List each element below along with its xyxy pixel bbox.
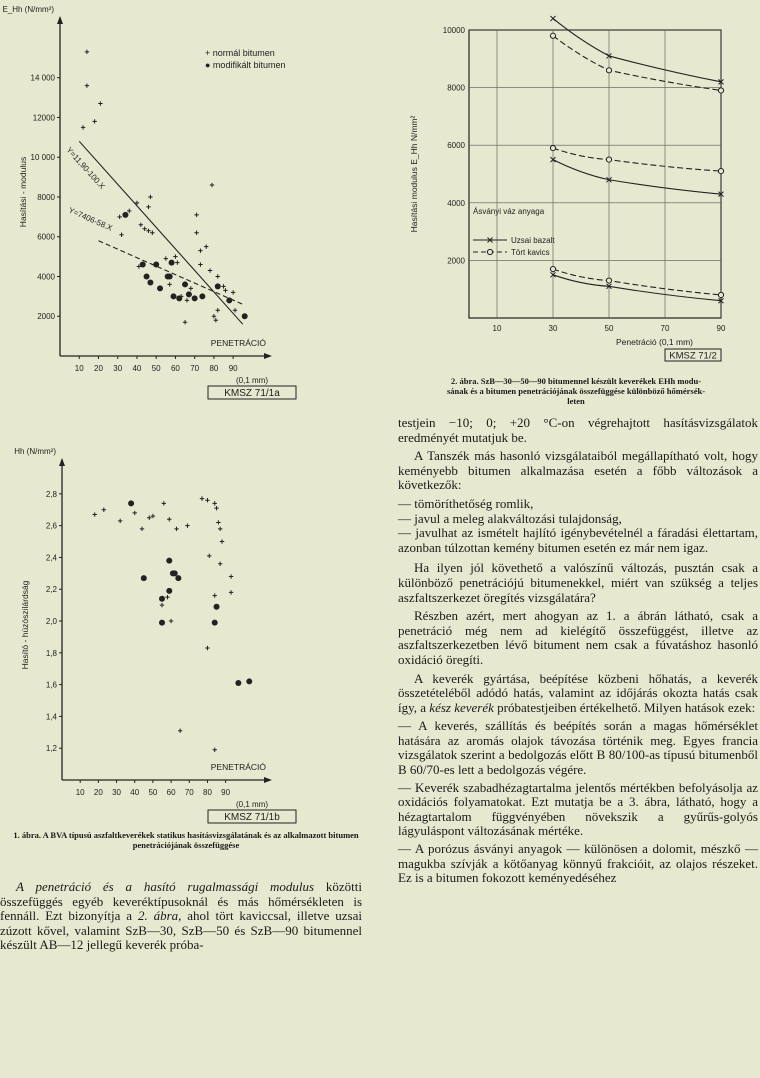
y-tick-label: 10 000 <box>30 153 55 163</box>
y-tick-label: 1,2 <box>45 744 57 754</box>
data-point-normal <box>210 183 214 187</box>
right-paragraph-5 <box>398 672 758 716</box>
data-point-normal <box>165 595 169 599</box>
data-point-normal <box>119 233 123 237</box>
left-p1-figref: 2. ábra, <box>137 908 182 924</box>
series-line <box>553 275 721 301</box>
bullet-list-1 <box>398 497 758 555</box>
series-line <box>553 18 721 81</box>
x-tick-label: 50 <box>604 324 614 333</box>
right-p5-emphasis: kész keverék <box>429 699 494 715</box>
x-tick-label: 40 <box>130 788 140 797</box>
y-tick-label: 6000 <box>37 232 55 242</box>
figure-2-caption-line2: sának és a bitumen penetrációjának összefüggése különböző hőmérsék- <box>446 386 706 396</box>
data-point-normal <box>200 496 204 500</box>
bullet-list-2 <box>398 719 758 886</box>
x-axis-arrow <box>264 353 272 359</box>
y-tick-label: 1,8 <box>45 648 57 658</box>
figure-1a <box>0 0 300 410</box>
series-marker <box>718 292 723 297</box>
x-tick-label: 50 <box>151 364 161 373</box>
bullet-item: — Keverék szabadhézagtartalma jelentős mértékben befolyásolja az oxidációs folyamatokat. Ezt mutatja be a 3. ábra, látható, hogy a hézagtartalom függvényében növekszik a gyűrűs-golyós lágyuláspont változásának mértéke. <box>398 779 758 839</box>
y-axis-label: Hasító - húzószilárdság <box>20 580 30 670</box>
data-point-normal <box>146 205 150 209</box>
figure-2-caption <box>392 376 760 406</box>
data-point-modified <box>140 262 146 268</box>
y-axis-arrow <box>59 458 65 466</box>
series-marker <box>550 266 555 271</box>
data-point-modified <box>167 273 173 279</box>
x-tick-label: 90 <box>228 364 238 373</box>
data-point-normal <box>229 574 233 578</box>
data-point-normal <box>146 229 150 233</box>
data-point-normal <box>173 254 177 258</box>
y-tick-label: 1,4 <box>45 712 57 722</box>
y-tick-label: 2,4 <box>45 553 57 563</box>
right-paragraph-2: A Tanszék más hasonló vizsgálataiból megállapítható volt, hogy keményebb bitumen alkalmazása esetén a főbb változások a következők: <box>398 448 758 493</box>
series-line <box>553 148 721 171</box>
data-point-normal <box>218 562 222 566</box>
data-point-normal <box>216 308 220 312</box>
series-marker <box>606 278 611 283</box>
x-tick-label: 90 <box>221 788 231 797</box>
right-p5-text2: próbatestjeiben értékelhető. Milyen hatások ezek: <box>493 699 756 715</box>
data-point-normal <box>167 517 171 521</box>
data-point-normal <box>185 523 189 527</box>
data-point-normal <box>198 248 202 252</box>
left-p1-text2: ahol tört kaviccsal, illetve uzsai zúzott kővel, valamint SzB—30, SzB—50 és SzB—90 bitumennel készült AB—12 jellegű keverék próba- <box>0 908 362 953</box>
data-point-modified <box>157 285 163 291</box>
figure-2 <box>395 0 760 375</box>
data-point-modified <box>144 273 150 279</box>
y-unit-label: E_Hh (N/mm²) <box>2 5 54 14</box>
data-point-normal <box>167 282 171 286</box>
regression-label: Y=7406-58.X <box>67 205 114 233</box>
data-point-normal <box>162 501 166 505</box>
data-point-modified <box>166 588 172 594</box>
data-point-normal <box>148 195 152 199</box>
data-point-normal <box>98 101 102 105</box>
x-tick-label: 20 <box>94 364 103 373</box>
y-unit-label: Hh (N/mm²) <box>14 447 56 456</box>
y-tick-label: 2,0 <box>45 617 57 627</box>
left-p1-emphasis: A penetráció és a hasító rugalmassági modulus <box>16 879 315 894</box>
stamp-label: KMSZ 71/2 <box>669 350 717 362</box>
data-point-modified <box>166 558 172 564</box>
figure-2-caption-line3: leten <box>567 396 585 406</box>
x-tick-label: 70 <box>184 788 194 797</box>
right-paragraph-1: testjein −10; 0; +20 °C-on végrehajtott hasításvizsgálatok eredményét mutatjuk be. <box>398 415 758 445</box>
x-tick-label: 80 <box>203 788 212 797</box>
x-tick-label: 10 <box>75 788 85 797</box>
figure-1b <box>0 430 300 830</box>
data-point-modified <box>172 570 178 576</box>
data-point-normal <box>214 506 218 510</box>
data-point-normal <box>220 539 224 543</box>
figure-2-chart <box>395 0 760 375</box>
data-point-modified <box>246 678 252 684</box>
x-tick-label: 60 <box>170 364 180 373</box>
y-tick-label: 2,2 <box>45 585 57 595</box>
data-point-modified <box>215 283 221 289</box>
data-point-normal <box>139 223 143 227</box>
data-point-normal <box>208 268 212 272</box>
data-point-normal <box>133 511 137 515</box>
x-axis-arrow <box>264 777 272 783</box>
data-point-normal <box>198 262 202 266</box>
data-point-normal <box>93 512 97 516</box>
data-point-normal <box>216 520 220 524</box>
legend-marker-o <box>487 249 492 254</box>
data-point-normal <box>213 593 217 597</box>
y-axis-arrow <box>57 16 63 24</box>
data-point-normal <box>216 274 220 278</box>
figure-1-caption: 1. ábra. A BVA típusú aszfaltkeverékek statikus hasításvizsgálatának és az alkalmazott bitumen penetrációjának összefüggése <box>13 830 359 850</box>
data-point-modified <box>192 295 198 301</box>
series-marker <box>551 16 556 21</box>
x-tick-label: 40 <box>132 364 142 373</box>
data-point-normal <box>218 527 222 531</box>
data-point-normal <box>194 213 198 217</box>
data-point-normal <box>164 256 168 260</box>
y-tick-label: 2000 <box>447 256 465 266</box>
data-point-modified <box>159 596 165 602</box>
data-point-normal <box>204 244 208 248</box>
data-point-normal <box>174 527 178 531</box>
x-tick-label: 30 <box>548 324 558 333</box>
data-point-normal <box>150 231 154 235</box>
bullet-item: — tömöríthetőség romlik, <box>398 495 534 511</box>
figure-1a-chart <box>0 0 300 410</box>
data-point-modified <box>242 313 248 319</box>
data-point-normal <box>102 508 106 512</box>
y-tick-label: 10000 <box>442 26 465 35</box>
bullet-item: — javulhat az ismételt hajlító igénybevételnél a fáradási élettartam, azonban túlzottan kemény bitumen esetén ez már nem igaz. <box>398 525 758 555</box>
y-tick-label: 6000 <box>447 141 465 151</box>
data-point-normal <box>142 227 146 231</box>
bullet-item: — A keverés, szállítás és beépítés során a magas hőmérséklet hatására az aromás olajok távozása történik meg. Egyes francia vizsgálatok szerint a bedolgozás előtt B 80/100-as típusú bitumenből B 60/70-es lett a bedolgozás végére. <box>398 718 758 778</box>
series-marker <box>718 88 723 93</box>
x-tick-label: 90 <box>716 324 726 333</box>
series-marker <box>718 169 723 174</box>
y-tick-label: 4000 <box>37 272 55 282</box>
data-point-modified <box>226 297 232 303</box>
figure-1b-chart <box>0 430 300 830</box>
data-point-normal <box>185 298 189 302</box>
data-point-normal <box>160 603 164 607</box>
y-axis-label: Hasítási modulus E_Hh N/mm² <box>409 115 419 233</box>
x-tick-label: 10 <box>492 324 502 333</box>
y-tick-label: 12000 <box>32 113 55 123</box>
data-point-modified <box>128 500 134 506</box>
x-tick-label: 20 <box>93 788 103 797</box>
x-unit-label: (0,1 mm) <box>236 376 268 385</box>
series-marker <box>606 68 611 73</box>
data-point-normal <box>175 260 179 264</box>
data-point-modified <box>199 293 205 299</box>
data-point-normal <box>140 527 144 531</box>
legend-label-basalt: Uzsai bazalt <box>511 236 555 245</box>
right-p5-text: A keverék gyártása, beépítése közbeni hőhatás, a keverék összetételéből adódó hatás, valamint az időjárás okozta hatás csak így, a <box>398 670 758 715</box>
data-point-normal <box>221 284 225 288</box>
regression-line <box>98 241 242 305</box>
data-point-modified <box>176 295 182 301</box>
plot-frame <box>469 30 721 318</box>
data-point-normal <box>223 288 227 292</box>
bullet-item: — javul a meleg alakváltozási tulajdonság, <box>398 510 622 526</box>
legend-modified: ● modifikált bitumen <box>205 60 286 70</box>
figure-2-caption-line1: 2. ábra. SzB—30—50—90 bitumennel készült keverékek EHh modu- <box>450 376 702 386</box>
data-point-modified <box>141 575 147 581</box>
y-tick-label: 2000 <box>37 312 55 322</box>
data-point-modified <box>169 260 175 266</box>
data-point-modified <box>186 291 192 297</box>
series-line <box>553 160 721 195</box>
y-tick-label: 8000 <box>37 192 55 202</box>
right-paragraph-3: Ha ilyen jól követhető a valószínű változás, pusztán csak a különböző penetrációjú bitumenekkel, miért van szükség a teljes aszfaltszerkezet öregítés vizsgálatára? <box>398 560 758 605</box>
data-point-modified <box>212 620 218 626</box>
data-point-normal <box>178 729 182 733</box>
x-tick-label: 30 <box>112 788 121 797</box>
data-point-normal <box>213 501 217 505</box>
data-point-normal <box>233 308 237 312</box>
x-axis-label: PENETRÁCIÓ <box>210 338 266 348</box>
data-point-modified <box>171 293 177 299</box>
series-marker <box>606 157 611 162</box>
regression-line <box>79 141 243 324</box>
data-point-normal <box>117 215 121 219</box>
data-point-normal <box>205 646 209 650</box>
data-point-normal <box>85 83 89 87</box>
x-tick-label: 30 <box>113 364 123 373</box>
data-point-normal <box>213 748 217 752</box>
y-tick-label: 2,8 <box>45 489 57 499</box>
x-tick-label: 70 <box>190 364 200 373</box>
data-point-normal <box>85 50 89 54</box>
y-tick-label: 2,6 <box>45 521 57 531</box>
data-point-normal <box>205 498 209 502</box>
data-point-normal <box>169 619 173 623</box>
x-unit-label: (0,1 mm) <box>236 800 268 809</box>
data-point-normal <box>194 231 198 235</box>
data-point-normal <box>127 209 131 213</box>
data-point-normal <box>183 320 187 324</box>
data-point-modified <box>182 281 188 287</box>
data-point-normal <box>92 119 96 123</box>
y-tick-label: 14 000 <box>30 73 55 83</box>
legend-label-gravel: Tört kavics <box>511 248 550 257</box>
data-point-modified <box>235 680 241 686</box>
left-p1-text: közötti összefüggés egyéb keveréktípusoknál és más hőmérsékleten is fennáll. Ezt bizonyítja a <box>0 879 363 924</box>
x-tick-label: 80 <box>209 364 219 373</box>
data-point-normal <box>189 286 193 290</box>
data-point-normal <box>229 590 233 594</box>
data-point-modified <box>159 620 165 626</box>
data-point-normal <box>118 519 122 523</box>
left-paragraph-1 <box>0 880 362 953</box>
stamp-label: KMSZ 71/1b <box>224 812 280 823</box>
data-point-normal <box>81 125 85 129</box>
y-tick-label: 4000 <box>447 198 465 208</box>
bullet-item: — A porózus ásványi anyagok — különösen a dolomit, mészkő — magukba szívják a kötőanyag könnyű frakcióit, az olajos részeket. Ez is a bitumen fokozott keményedéséhez <box>398 841 758 886</box>
left-column-text <box>0 880 362 957</box>
series-marker <box>550 145 555 150</box>
data-point-modified <box>147 279 153 285</box>
x-tick-label: 50 <box>148 788 158 797</box>
legend-normal: + normál bitumen <box>205 48 275 58</box>
series-marker <box>550 33 555 38</box>
data-point-normal <box>207 554 211 558</box>
data-point-modified <box>122 212 128 218</box>
data-point-normal <box>231 290 235 294</box>
y-axis-label: Hasítási - modulus <box>18 156 28 228</box>
regression-label: Y=11,90-100.X <box>64 145 107 191</box>
data-point-normal <box>214 318 218 322</box>
right-column-text <box>398 416 758 892</box>
stamp-label: KMSZ 71/1a <box>224 388 280 399</box>
data-point-modified <box>175 575 181 581</box>
data-point-modified <box>214 604 220 610</box>
x-tick-label: 60 <box>166 788 176 797</box>
y-tick-label: 1,6 <box>45 680 57 690</box>
x-tick-label: 10 <box>74 364 84 373</box>
legend-title: Ásványi váz anyaga <box>473 207 545 216</box>
x-axis-label: Penetráció (0,1 mm) <box>616 337 693 347</box>
right-paragraph-4: Részben azért, mert ahogyan az 1. a ábrán látható, csak a penetráció még nem ad kielégítő összefüggést, illetve az aszfaltszerkezetben lévő bitument nem csak a fúvatáshoz hasonló oxidáció öregíti. <box>398 608 758 667</box>
x-axis-label: PENETRÁCIÓ <box>210 762 266 772</box>
x-tick-label: 70 <box>660 324 670 333</box>
data-point-normal <box>212 314 216 318</box>
y-tick-label: 8000 <box>447 83 465 93</box>
